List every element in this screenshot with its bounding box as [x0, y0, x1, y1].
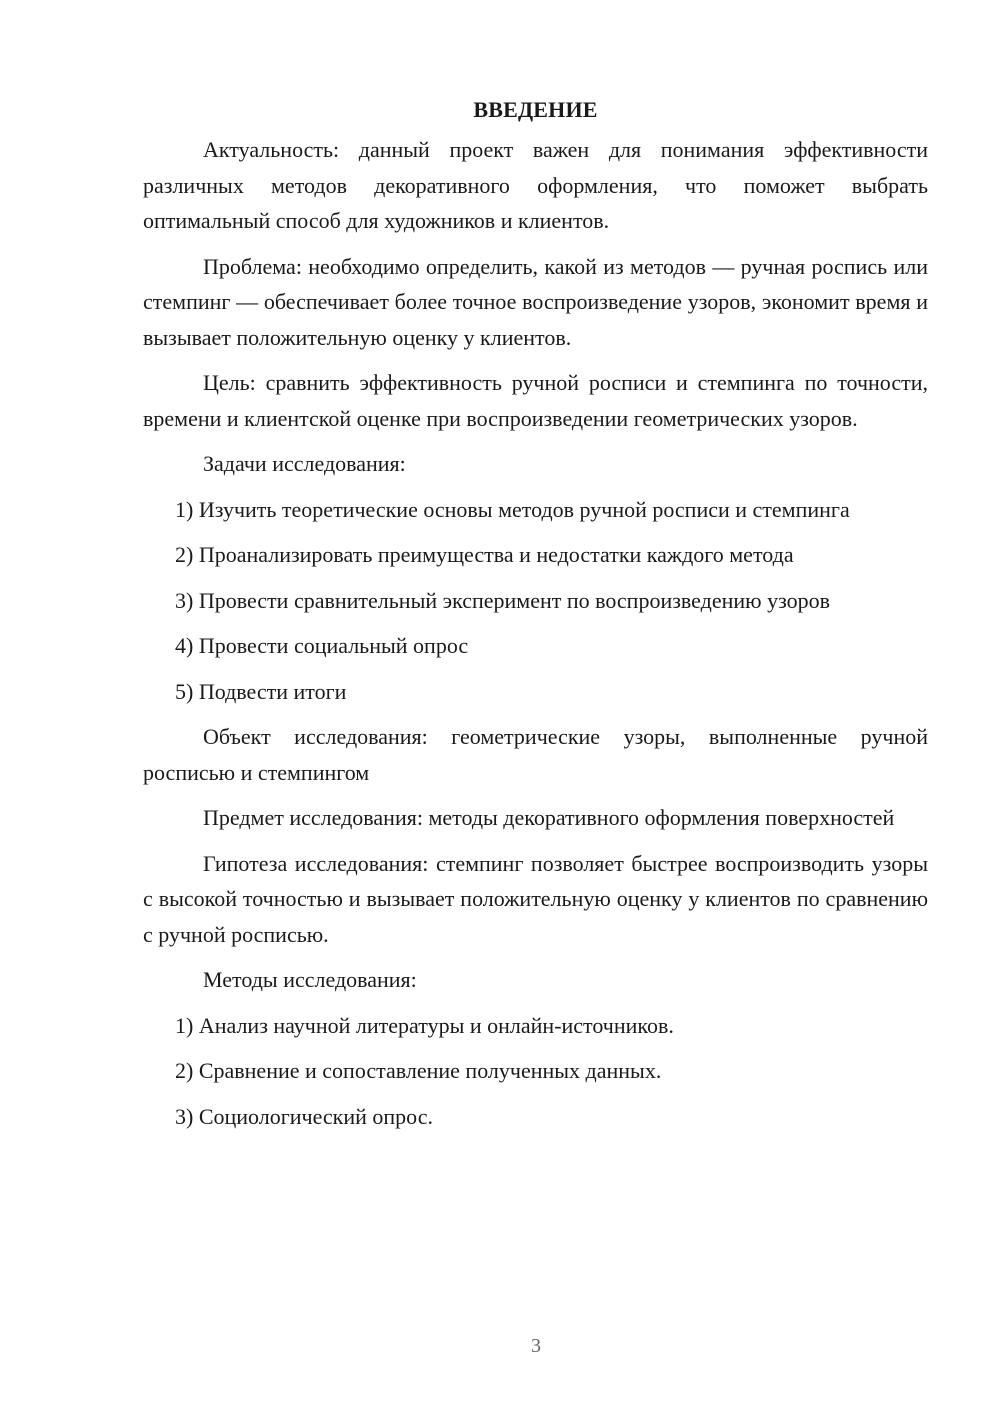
paragraph-relevance: Актуальность: данный проект важен для понимания эффективности различных методов декоративного оформления, что поможет выбрать оптимальный способ для художников и клиентов. — [143, 137, 928, 233]
paragraph-subject: Предмет исследования: методы декоративного оформления поверхностей — [203, 805, 895, 830]
task-item-1: 1) Изучить теоретические основы методов ручной росписи и стемпинга — [175, 496, 850, 522]
paragraph-problem: Проблема: необходимо определить, какой из методов — ручная роспись или стемпинг — обеспечивает более точное воспроизведение узоров, экономит время и вызывает положительную оценку у клиентов. — [143, 253, 928, 350]
method-item-2: 2) Сравнение и сопоставление полученных данных. — [175, 1058, 662, 1083]
method-item-3: 3) Социологический опрос. — [175, 1103, 433, 1129]
paragraph-hypothesis: Гипотеза исследования: стемпинг позволяет быстрее воспроизводить узоры с высокой точностью и вызывает положительную оценку у клиентов по сравнению с ручной росписью. — [143, 850, 928, 947]
task-item-4: 4) Провести социальный опрос — [175, 633, 469, 658]
method-item-1: 1) Анализ научной литературы и онлайн-источников. — [175, 1012, 674, 1038]
task-item-5: 5) Подвести итоги — [175, 678, 347, 704]
page-number: 3 — [531, 1335, 541, 1357]
methods-heading: Методы исследования: — [203, 967, 417, 992]
page-title: ВВЕДЕНИЕ — [473, 97, 598, 122]
task-item-3: 3) Провести сравнительный эксперимент по воспроизведению узоров — [175, 587, 831, 613]
paragraph-object: Объект исследования: геометрические узоры, выполненные ручной росписью и стемпингом — [143, 724, 928, 785]
task-item-2: 2) Проанализировать преимущества и недостатки каждого метода — [175, 542, 794, 567]
paragraph-goal: Цель: сравнить эффективность ручной росписи и стемпинга по точности, времени и клиентской оценке при воспроизведении геометрических узоров. — [143, 370, 928, 431]
tasks-heading: Задачи исследования: — [203, 451, 406, 476]
document-page — [143, 92, 928, 1144]
